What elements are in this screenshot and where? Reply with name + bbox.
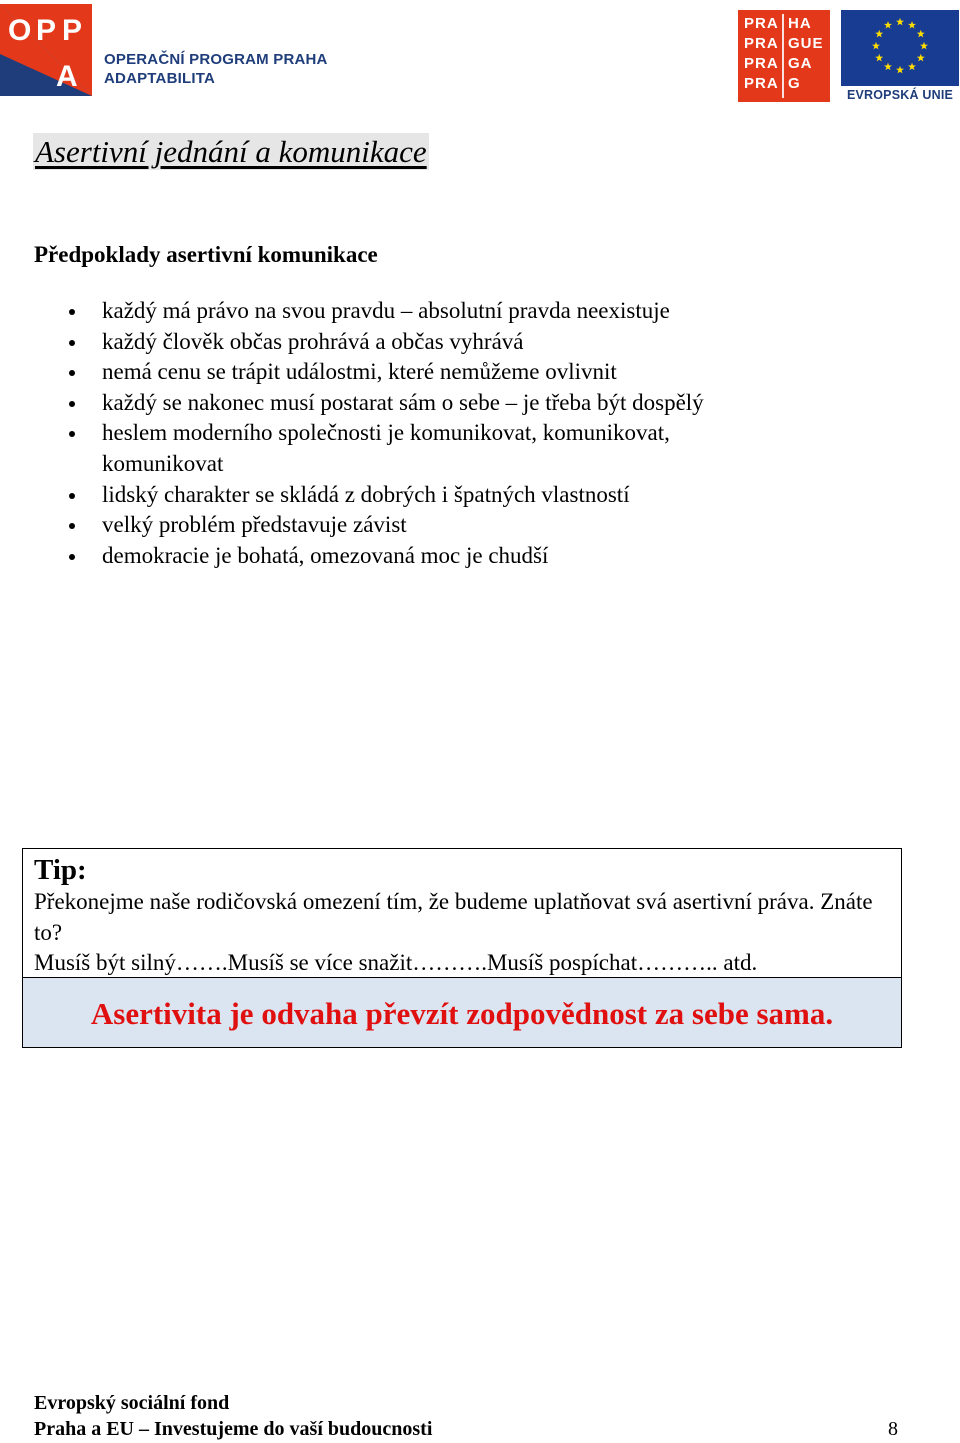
list-item-text: velký problém představuje závist	[102, 512, 407, 538]
list-item	[60, 296, 820, 327]
list-item	[60, 388, 820, 419]
opp-logo-line1: OPERAČNÍ PROGRAM PRAHA	[104, 51, 328, 68]
eu-flag-icon	[841, 10, 959, 86]
opp-letter-o1: O	[8, 14, 32, 47]
opp-logo-text	[104, 50, 328, 88]
bullet-list	[60, 296, 820, 571]
tip-paragraph: Překonejme naše rodičovská omezení tím, že budeme uplatňovat svá asertivní práva. Znáte to?	[34, 889, 873, 945]
list-item	[60, 418, 820, 479]
praha-logo	[738, 10, 830, 102]
opp-letter-p1: P	[36, 14, 57, 47]
list-item-text: každý člověk občas prohrává a občas vyhrává	[102, 328, 524, 354]
bullet-icon	[69, 431, 75, 437]
praha-logo-cell: PRA	[744, 55, 779, 72]
praha-logo-divider	[782, 14, 784, 98]
tip-label: Tip:	[34, 854, 87, 886]
list-item	[60, 327, 820, 358]
praha-logo-cell: G	[788, 75, 801, 92]
eu-logo	[841, 10, 959, 102]
list-item-text: každý má právo na svou pravdu – absolutní pravda neexistuje	[102, 298, 670, 323]
page-number: 8	[888, 1418, 898, 1440]
footer-slogan: Praha a EU – Investujeme do vaší budoucnosti	[34, 1418, 433, 1440]
list-item	[60, 510, 820, 541]
list-item-text: každý se nakonec musí postarat sám o sebe – je třeba být dospělý	[102, 389, 704, 415]
praha-logo-cell: HA	[788, 15, 812, 32]
tip-body	[23, 849, 901, 978]
praha-logo-cell: PRA	[744, 35, 779, 52]
praha-logo-cell: GUE	[788, 35, 824, 52]
bullet-icon	[69, 309, 75, 315]
list-item	[60, 357, 820, 388]
bullet-icon	[69, 401, 75, 407]
tip-box	[22, 848, 902, 1048]
list-item-text: demokracie je bohatá, omezovaná moc je chudší	[102, 542, 549, 568]
tip-text	[34, 887, 896, 979]
opp-letter-p2: P	[62, 14, 83, 47]
opp-logo	[0, 0, 330, 100]
tip-quote: Asertivita je odvaha převzít zodpovědnost za sebe sama.	[90, 996, 834, 1031]
list-item-text: lidský charakter se skládá z dobrých i špatných vlastností	[102, 481, 630, 507]
opp-logo-line2: ADAPTABILITA	[104, 70, 215, 87]
section-heading: Předpoklady asertivní komunikace	[34, 242, 378, 267]
praha-logo-cell: GA	[788, 55, 813, 72]
bullet-icon	[69, 370, 75, 376]
list-item-text: heslem moderního společnosti je komunikovat, komunikovat, komunikovat	[102, 420, 670, 476]
tip-example: Musíš být silný…….Musíš se více snažit……….Musíš pospíchat……….. atd.	[34, 950, 758, 976]
bullet-icon	[69, 523, 75, 529]
praha-logo-cell: PRA	[744, 75, 779, 92]
eu-logo-caption: EVROPSKÁ UNIE	[846, 88, 954, 102]
list-item	[60, 480, 820, 511]
bullet-icon	[69, 493, 75, 499]
footer-fund: Evropský sociální fond	[34, 1392, 230, 1414]
tip-quote-panel	[23, 978, 901, 1047]
praha-logo-cell: PRA	[744, 15, 779, 32]
bullet-icon	[69, 554, 75, 560]
opp-logo-mark	[0, 4, 92, 96]
page-title: Asertivní jednání a komunikace	[35, 134, 427, 169]
list-item-text: nemá cenu se trápit událostmi, které nemůžeme ovlivnit	[102, 359, 617, 385]
opp-letter-a: A	[56, 60, 78, 93]
list-item	[60, 541, 820, 572]
bullet-icon	[69, 340, 75, 346]
